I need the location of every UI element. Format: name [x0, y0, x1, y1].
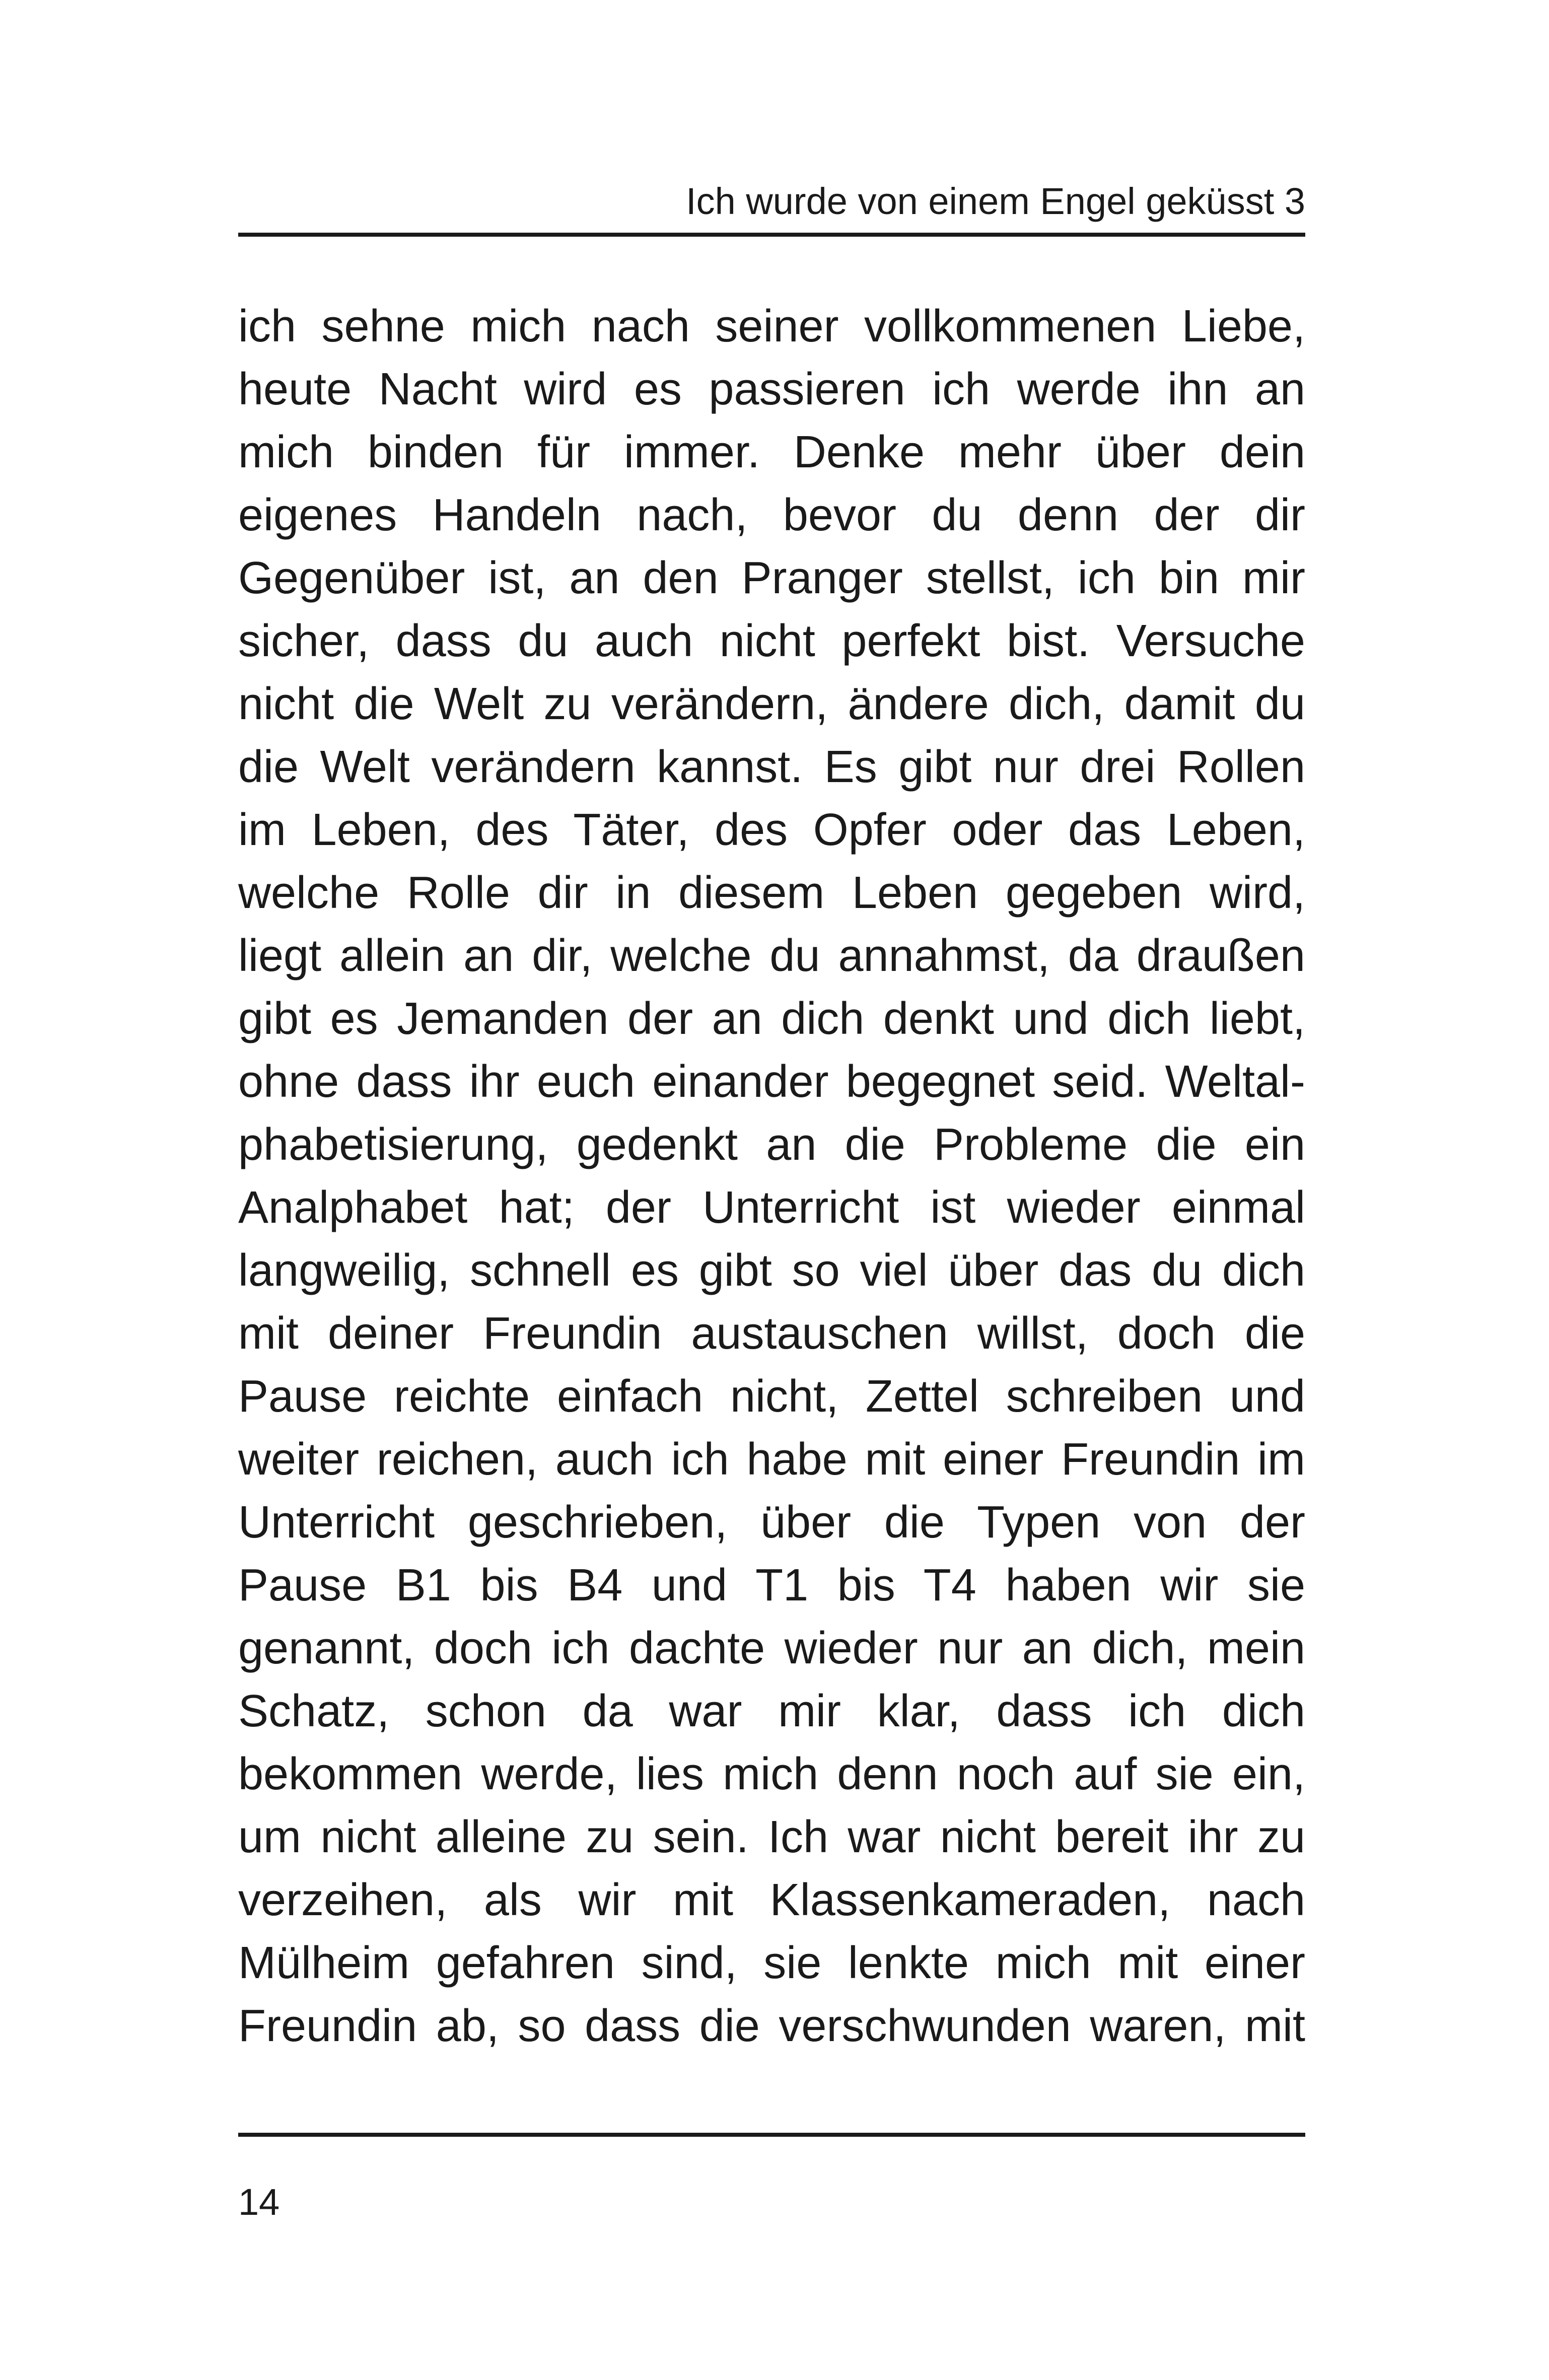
text-line: verzeihen, als wir mit Klassenkameraden, nach — [238, 1875, 1305, 1925]
text-line: phabetisierung, gedenkt an die Probleme die ein — [238, 1119, 1305, 1170]
text-line: Unterricht geschrieben, über die Typen von der — [238, 1497, 1305, 1548]
text-line: sicher, dass du auch nicht perfekt bist. Versuche — [238, 616, 1305, 666]
text-line: mich binden für immer. Denke mehr über dein — [238, 427, 1305, 477]
text-line: die Welt verändern kannst. Es gibt nur drei Rollen — [238, 742, 1305, 792]
text-line: Schatz, schon da war mir klar, dass ich dich — [238, 1686, 1305, 1736]
text-line: liegt allein an dir, welche du annahmst, da draußen — [238, 931, 1305, 981]
text-line: gibt es Jemanden der an dich denkt und dich liebt, — [238, 994, 1305, 1044]
header-rule — [238, 233, 1305, 237]
text-line: weiter reichen, auch ich habe mit einer Freundin im — [238, 1434, 1305, 1485]
text-line: im Leben, des Täter, des Opfer oder das Leben, — [238, 805, 1305, 855]
page-number: 14 — [238, 2181, 280, 2223]
text-line: eigenes Handeln nach, bevor du denn der dir — [238, 490, 1305, 540]
text-line: Analphabet hat; der Unterricht ist wieder einmal — [238, 1182, 1305, 1233]
body-text — [238, 295, 1305, 2058]
text-line: heute Nacht wird es passieren ich werde ihn an — [238, 364, 1305, 414]
text-line: welche Rolle dir in diesem Leben gegeben wird, — [238, 868, 1305, 918]
text-line: Mülheim gefahren sind, sie lenkte mich mit einer — [238, 1938, 1305, 1988]
text-line: Gegenüber ist, an den Pranger stellst, ich bin mir — [238, 553, 1305, 603]
text-line: ohne dass ihr euch einander begegnet seid. Weltal- — [238, 1057, 1305, 1107]
text-line: Freundin ab, so dass die verschwunden waren, mit — [238, 2001, 1305, 2051]
text-line: langweilig, schnell es gibt so viel über das du dich — [238, 1245, 1305, 1296]
text-line: ich sehne mich nach seiner vollkommenen Liebe, — [238, 301, 1305, 352]
text-line: mit deiner Freundin austauschen willst, doch die — [238, 1308, 1305, 1359]
text-line: Pause B1 bis B4 und T1 bis T4 haben wir sie — [238, 1560, 1305, 1611]
running-header: Ich wurde von einem Engel geküsst 3 — [686, 180, 1305, 222]
text-line: bekommen werde, lies mich denn noch auf sie ein, — [238, 1749, 1305, 1799]
footer-rule — [238, 2133, 1305, 2137]
text-line: Pause reichte einfach nicht, Zettel schreiben und — [238, 1371, 1305, 1422]
text-line: genannt, doch ich dachte wieder nur an dich, mein — [238, 1623, 1305, 1673]
text-line: nicht die Welt zu verändern, ändere dich, damit du — [238, 679, 1305, 729]
text-line: um nicht alleine zu sein. Ich war nicht bereit ihr zu — [238, 1812, 1305, 1862]
